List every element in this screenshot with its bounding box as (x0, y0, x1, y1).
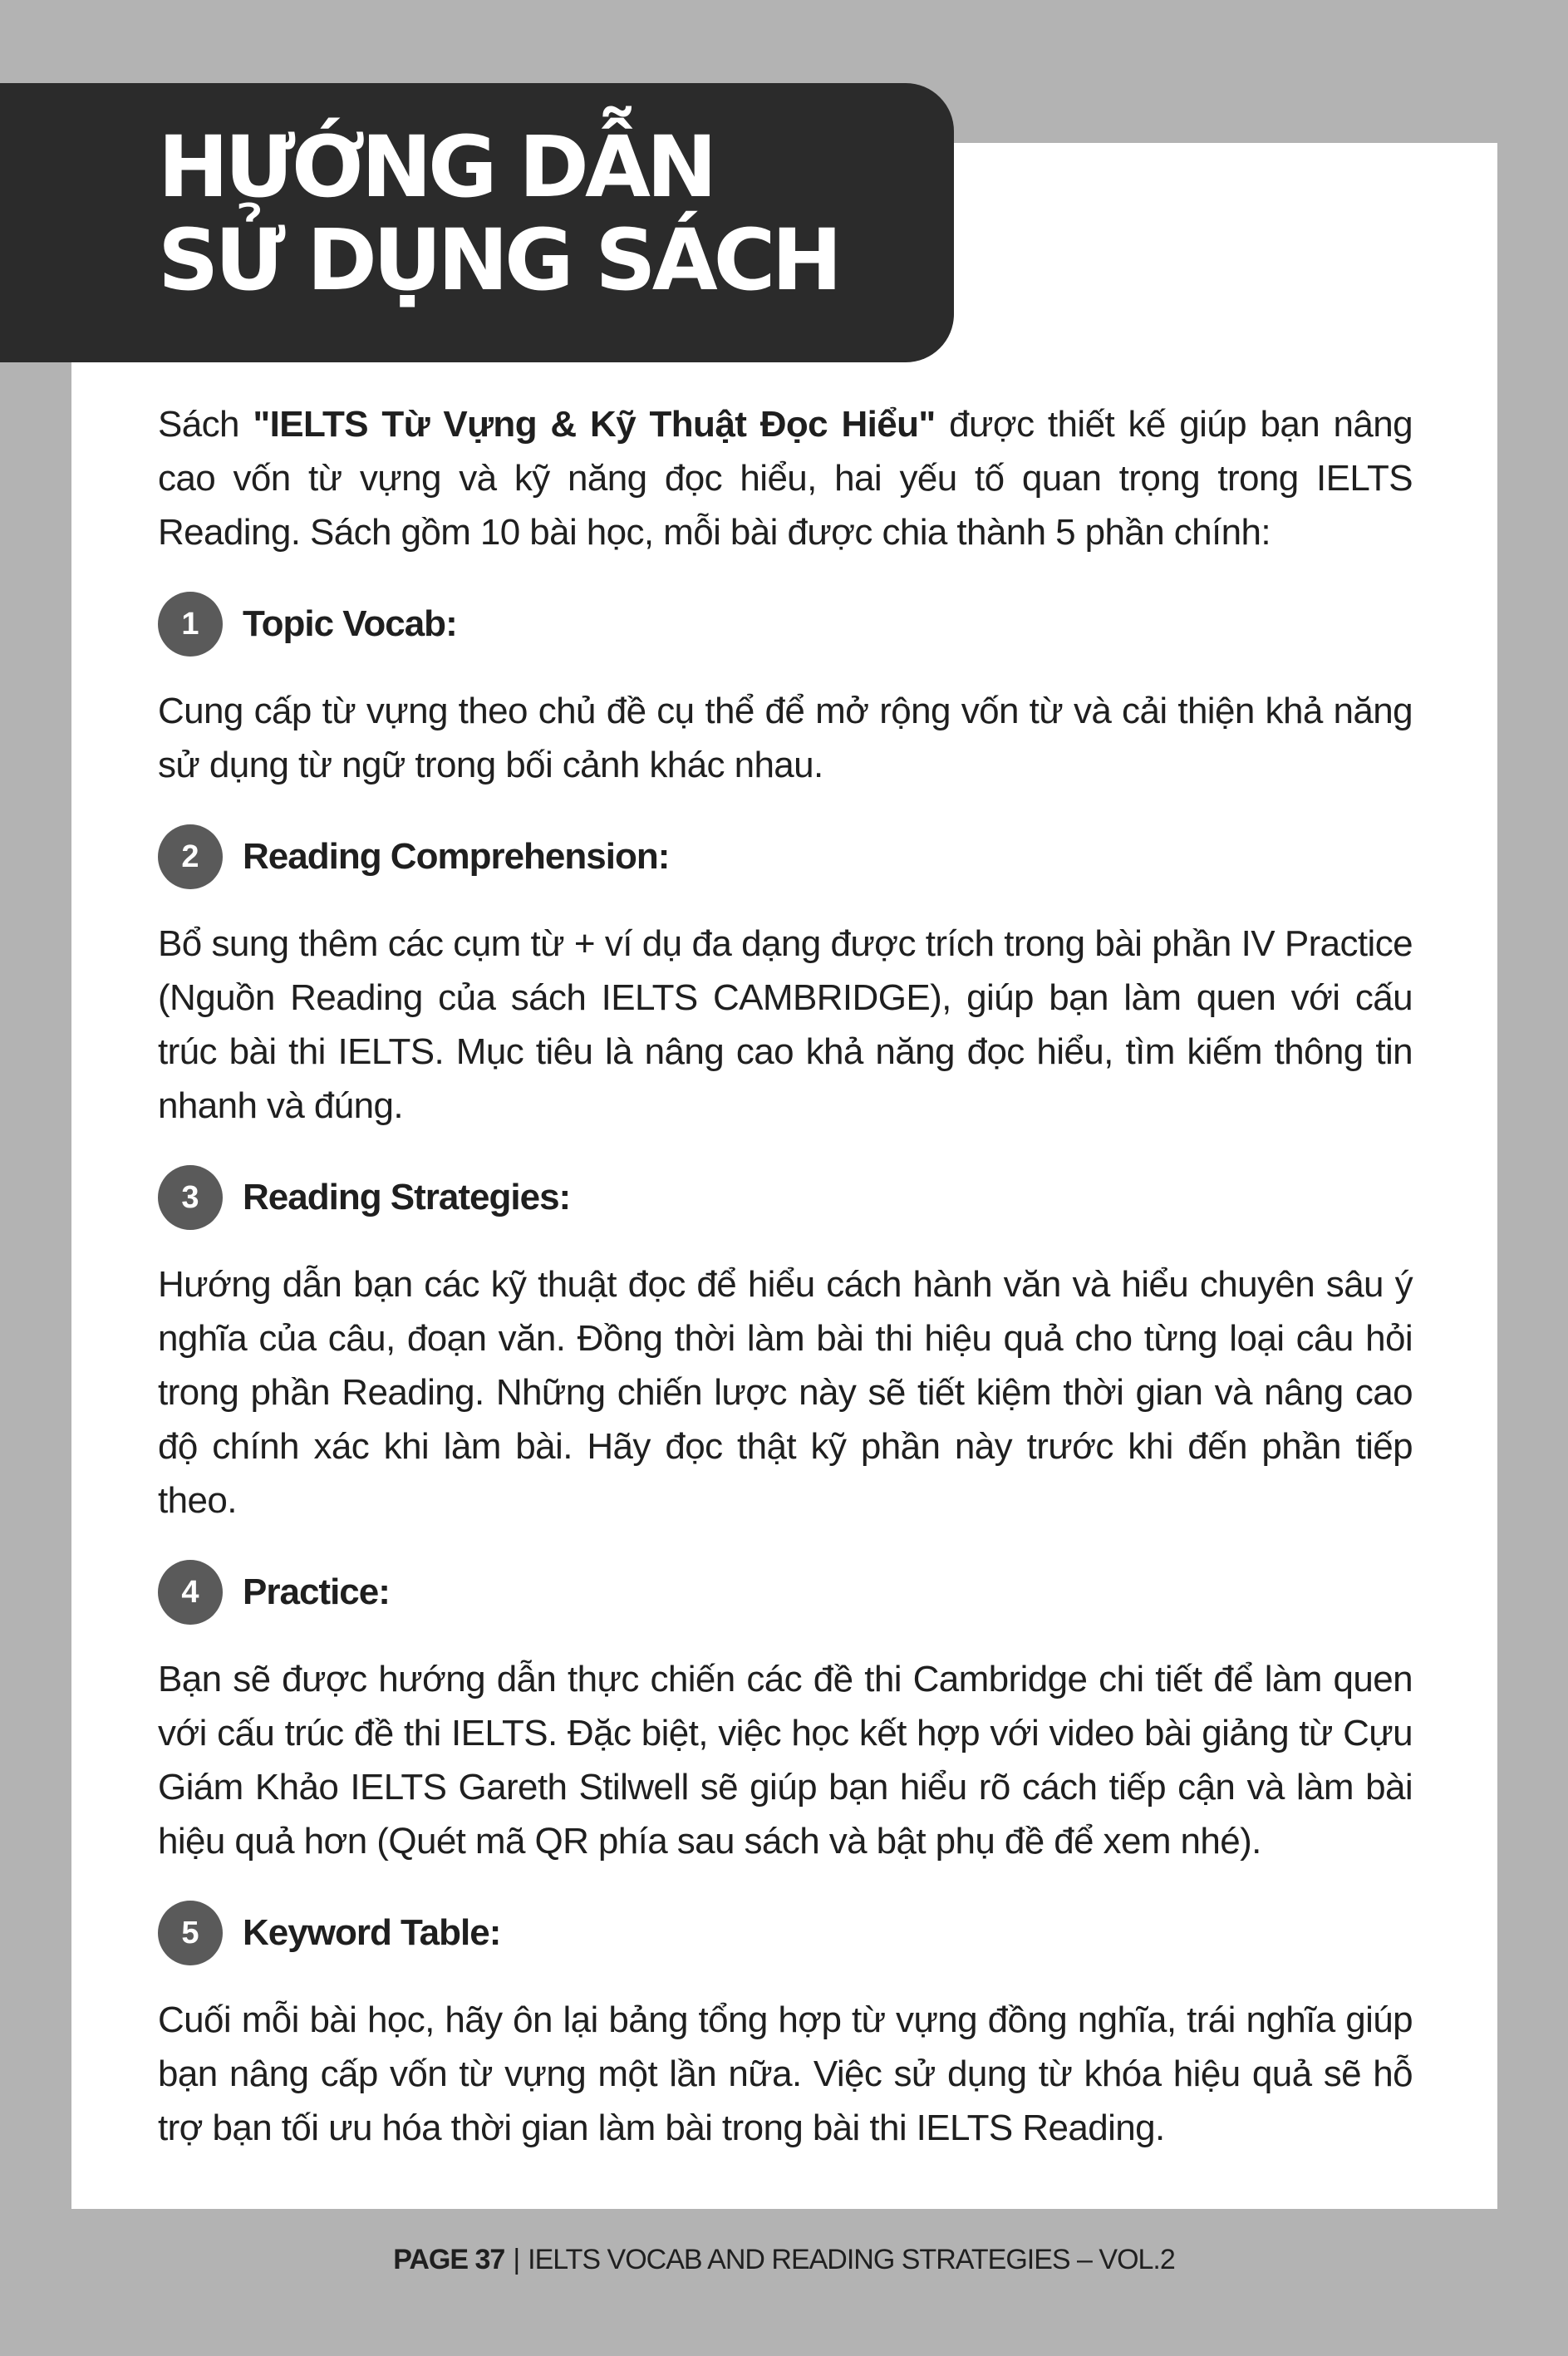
section-body: Bổ sung thêm các cụm từ + ví dụ đa dạng được trích trong bài phần IV Practice (Nguồn Reading của sách IELTS CAMBRIDGE), giúp bạn làm quen với cấu trúc bài thi IELTS. Mục tiêu là nâng cao khả năng đọc hiểu, tìm kiếm thông tin nhanh và đúng. (158, 923, 1413, 1126)
intro-rest: được thiết kế giúp bạn nâng cao vốn từ vựng và kỹ năng đọc hiểu, hai yếu tố quan trọng trong IELTS Reading. Sách gồm 10 bài học, mỗi bài được chia thành 5 phần chính: (158, 404, 1413, 553)
page-footer (0, 2244, 1568, 2276)
intro-prefix: Sách (158, 404, 253, 445)
number-badge: 5 (158, 1901, 223, 1965)
section-body: Cung cấp từ vựng theo chủ đề cụ thể để mở rộng vốn từ và cải thiện khả năng sử dụng từ ngữ trong bối cảnh khác nhau. (158, 691, 1413, 785)
section-1 (158, 593, 1413, 792)
book-title: "IELTS Từ Vựng & Kỹ Thuật Đọc Hiểu" (253, 404, 936, 445)
section-body: Hướng dẫn bạn các kỹ thuật đọc để hiểu cách hành văn và hiểu chuyên sâu ý nghĩa của câu, đoạn văn. Đồng thời làm bài thi hiệu quả cho từng loại câu hỏi trong phần Reading. Những chiến lược này sẽ tiết kiệm thời gian và nâng cao độ chính xác khi làm bài. Hãy đọc thật kỹ phần này trước khi đến phần tiếp theo. (158, 1264, 1413, 1521)
section-title: Reading Strategies: (243, 1177, 571, 1217)
title-banner (0, 83, 954, 362)
section-5 (158, 1901, 1413, 2155)
intro-paragraph (158, 397, 1413, 559)
section-title: Topic Vocab: (243, 603, 457, 644)
number-badge: 3 (158, 1165, 223, 1230)
number-badge: 1 (158, 592, 223, 657)
main-content (158, 397, 1413, 2188)
footer-separator: | (513, 2244, 520, 2275)
section-heading (158, 1166, 1413, 1229)
section-body: Bạn sẽ được hướng dẫn thực chiến các đề thi Cambridge chi tiết để làm quen với cấu trúc đề thi IELTS. Đặc biệt, việc học kết hợp với video bài giảng từ Cựu Giám Khảo IELTS Gareth Stilwell sẽ giúp bạn hiểu rõ cách tiếp cận và làm bài hiệu quả hơn (Quét mã QR phía sau sách và bật phụ đề để xem nhé). (158, 1659, 1413, 1862)
number-badge: 2 (158, 824, 223, 889)
section-3 (158, 1166, 1413, 1527)
title-line-2: SỬ DỤNG SÁCH (158, 211, 838, 310)
section-heading (158, 1901, 1413, 1965)
section-4 (158, 1561, 1413, 1868)
section-2 (158, 825, 1413, 1133)
section-heading (158, 1561, 1413, 1624)
section-body: Cuối mỗi bài học, hãy ôn lại bảng tổng hợp từ vựng đồng nghĩa, trái nghĩa giúp bạn nâng cấp vốn từ vựng một lần nữa. Việc sử dụng từ khóa hiệu quả sẽ hỗ trợ bạn tối ưu hóa thời gian làm bài trong bài thi IELTS Reading. (158, 1999, 1413, 2148)
section-title: Reading Comprehension: (243, 836, 670, 877)
number-badge: 4 (158, 1560, 223, 1625)
section-title: Practice: (243, 1571, 390, 1612)
section-heading (158, 825, 1413, 888)
section-title: Keyword Table: (243, 1912, 501, 1953)
book-name: IELTS VOCAB AND READING STRATEGIES – VOL.2 (528, 2244, 1175, 2275)
title-line-1: HƯỚNG DẪN (158, 118, 714, 217)
section-heading (158, 593, 1413, 656)
page-number: PAGE 37 (393, 2244, 505, 2275)
